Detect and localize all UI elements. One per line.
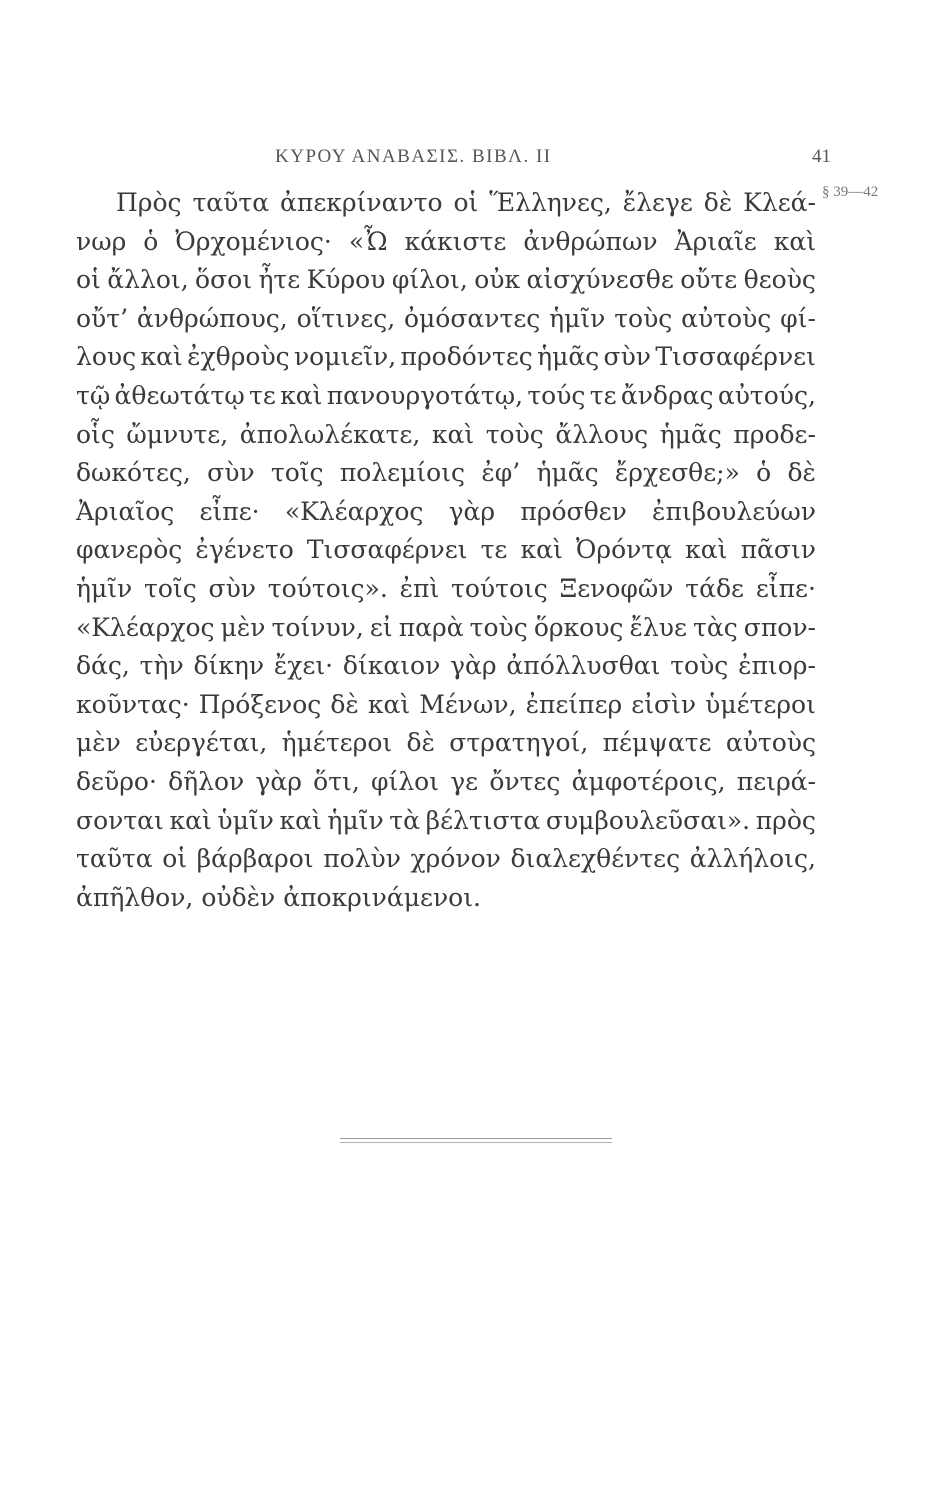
- word: ἀνθρώπων: [523, 226, 658, 256]
- text-line: [76, 184, 816, 223]
- word: ἀνθρώπους,: [136, 303, 288, 333]
- word: μὲν: [76, 728, 121, 758]
- word: ἀλλήλοις,: [689, 844, 816, 874]
- word: νωρ: [76, 226, 127, 256]
- word: Πρόξενος: [198, 689, 322, 719]
- section-margin-note: § 39—42: [822, 184, 879, 200]
- word: βέλτιστα: [425, 805, 541, 835]
- word: φίλοι,: [391, 265, 468, 295]
- word: οὔτε: [680, 265, 738, 295]
- word: μὲν: [220, 612, 266, 642]
- word: τούς: [527, 380, 586, 410]
- word: ἐπείπερ: [525, 689, 623, 719]
- word: δίκην: [193, 651, 265, 681]
- word: ὑμέτεροι: [705, 689, 816, 719]
- word: ἡμῖν: [549, 303, 606, 333]
- word: καὶ: [773, 226, 816, 256]
- word: εὐεργέται,: [135, 728, 268, 758]
- word: πολεμίοις: [339, 458, 466, 488]
- word: «Ὦ: [348, 226, 388, 256]
- text-line: [76, 493, 816, 532]
- text-line: [76, 223, 816, 262]
- text-line: ἀπῆλθον, οὐδὲν ἀποκρινάμενοι.: [76, 882, 481, 912]
- word: καὶ: [520, 535, 563, 565]
- word: οὐκ: [474, 265, 521, 295]
- word: ἐπὶ: [399, 573, 440, 603]
- word: αὐτούς,: [717, 380, 816, 410]
- text-line: [76, 763, 816, 802]
- word: ἀμφοτέροις,: [571, 766, 726, 796]
- word: αὐτοὺς: [725, 728, 816, 758]
- word: τε: [480, 535, 508, 565]
- word: Τισσαφέρνει: [655, 342, 816, 372]
- text-line: [76, 609, 816, 648]
- word: τὰς: [692, 612, 738, 642]
- word: τὰ: [389, 805, 420, 835]
- word: ἡμῖν: [327, 805, 384, 835]
- text-line: [76, 338, 816, 377]
- word: δῆλον: [168, 766, 245, 796]
- word: οὔτ’: [76, 303, 129, 333]
- text-line: [76, 724, 816, 763]
- word: σὺν: [207, 458, 255, 488]
- word: παρὰ: [398, 612, 464, 642]
- word: συμβουλεῦσαι».: [545, 805, 751, 835]
- word: βάρβαροι: [196, 844, 314, 874]
- word: τὴν: [139, 651, 184, 681]
- word: Ὀρχομένιος·: [175, 226, 332, 256]
- word: αἰσχύνεσθε: [526, 265, 674, 295]
- word: δεῦρο·: [76, 766, 157, 796]
- text-line: [76, 840, 816, 879]
- text-line: [76, 261, 816, 300]
- word: φί-: [780, 303, 816, 333]
- word: δίκαιον: [342, 651, 441, 681]
- word: δάς,: [76, 651, 130, 681]
- footer-rule: [340, 1138, 612, 1139]
- word: καὶ: [431, 419, 475, 449]
- word: ἀθεωτάτῳ: [114, 380, 245, 410]
- word: σὺν: [603, 342, 652, 372]
- text-line: [76, 647, 816, 686]
- word: τοὺς: [614, 303, 673, 333]
- text-line: [76, 686, 816, 725]
- page-number: 41: [812, 146, 831, 167]
- word: προδόντες: [400, 342, 533, 372]
- word: ἐπιορ-: [738, 651, 816, 681]
- word: πρὸς: [755, 805, 816, 835]
- word: ἔχει·: [273, 651, 334, 681]
- word: ἡμῖν: [76, 573, 133, 603]
- word: εἰ: [369, 612, 393, 642]
- word: ἄνδρας: [620, 380, 714, 410]
- word: ὤμνυτε,: [126, 419, 229, 449]
- word: δὲ: [330, 689, 359, 719]
- text-line: [76, 570, 816, 609]
- word: δὲ: [703, 188, 733, 217]
- word: κάκιστε: [404, 226, 507, 256]
- word: αὐτοὺς: [681, 303, 772, 333]
- word: ἡμέτεροι: [281, 728, 393, 758]
- word: σπον-: [743, 612, 816, 642]
- word: Πρὸς: [116, 188, 182, 217]
- word: εἶπε·: [755, 573, 816, 603]
- word: γε: [450, 766, 479, 796]
- word: Τισσαφέρνει: [306, 535, 468, 565]
- word: ταῦτα: [192, 188, 270, 217]
- word: ὑμῖν: [217, 805, 274, 835]
- word: ἡμᾶς: [537, 342, 600, 372]
- word: καὶ: [280, 380, 323, 410]
- text-line: [76, 454, 816, 493]
- word: οἷς: [76, 419, 115, 449]
- word: Κλεά-: [743, 188, 816, 217]
- word: τε: [249, 380, 276, 410]
- word: νομιεῖν,: [293, 342, 397, 372]
- word: τούτοις: [451, 573, 548, 603]
- word: ὁ: [143, 226, 159, 256]
- word: ἡμᾶς: [659, 419, 722, 449]
- word: ἐπιβουλεύων: [652, 496, 816, 526]
- word: ἔρχεσθε;»: [614, 458, 740, 488]
- word: Ἕλληνες,: [489, 188, 612, 217]
- word: εἰσὶν: [631, 689, 697, 719]
- word: ἄλλους: [555, 419, 649, 449]
- word: τοὺς: [670, 651, 729, 681]
- word: καὶ: [279, 805, 322, 835]
- word: ὅσοι: [195, 265, 253, 295]
- word: γὰρ: [450, 651, 497, 681]
- word: οἵτινες,: [296, 303, 396, 333]
- text-line: [76, 416, 816, 455]
- word: ἀπεκρίναντο: [280, 188, 443, 217]
- word: τῷ: [76, 380, 111, 410]
- word: θεοὺς: [743, 265, 816, 295]
- word: πανουργοτάτῳ,: [326, 380, 524, 410]
- word: πέμψατε: [602, 728, 712, 758]
- text-line: [76, 531, 816, 570]
- word: Ἀριαῖος: [76, 496, 175, 526]
- word: ὄντες: [489, 766, 561, 796]
- word: ἐφ’: [481, 458, 521, 488]
- word: καὶ: [169, 805, 212, 835]
- word: «Κλέαρχος: [284, 496, 424, 526]
- paragraph: [76, 184, 816, 917]
- word: σὺν: [208, 573, 256, 603]
- word: φανερὸς: [76, 535, 183, 565]
- word: ταῦτα: [76, 844, 153, 874]
- word: πρόσθεν: [520, 496, 627, 526]
- word: πειρά-: [736, 766, 816, 796]
- word: τοὺς: [485, 419, 544, 449]
- word: δὲ: [787, 458, 816, 488]
- word: τε: [589, 380, 617, 410]
- word: τάδε: [685, 573, 745, 603]
- word: γὰρ: [448, 496, 496, 526]
- word: Ὀρόντᾳ: [575, 535, 673, 565]
- word: «Κλέαρχος: [76, 612, 215, 642]
- word: ἄλλοι,: [107, 265, 189, 295]
- word: Ἀριαῖε: [674, 226, 757, 256]
- text-line: [76, 377, 816, 416]
- word: καὶ: [685, 535, 728, 565]
- word: ἡμᾶς: [536, 458, 599, 488]
- word: φίλοι: [371, 766, 440, 796]
- word: ὁ: [756, 458, 772, 488]
- word: ἐχθροὺς: [187, 342, 290, 372]
- word: τοῖς: [144, 573, 197, 603]
- word: τοὺς: [469, 612, 528, 642]
- word: Κύρου: [306, 265, 386, 295]
- word: καὶ: [367, 689, 411, 719]
- word: τούτοις».: [267, 573, 388, 603]
- word: εἶπε·: [199, 496, 260, 526]
- word: ἔλεγε: [622, 188, 693, 217]
- word: προδε-: [733, 419, 816, 449]
- word: οἱ: [453, 188, 479, 217]
- word: πολὺν: [323, 844, 401, 874]
- word: οἱ: [162, 844, 188, 874]
- word: ὀμόσαντες: [404, 303, 541, 333]
- word: δωκότες,: [76, 458, 191, 488]
- word: τοίνυν,: [271, 612, 364, 642]
- word: λους: [76, 342, 137, 372]
- word: δὲ: [406, 728, 435, 758]
- word: στρατηγοί,: [449, 728, 589, 758]
- word: πᾶσιν: [740, 535, 816, 565]
- word: ἀπόλλυσθαι: [506, 651, 661, 681]
- word: οἱ: [76, 265, 101, 295]
- word: χρόνον: [410, 844, 501, 874]
- word: ὅτι,: [313, 766, 360, 796]
- word: ἦτε: [258, 265, 301, 295]
- running-head: ΚΥΡΟΥ ΑΝΑΒΑΣΙΣ. ΒΙΒΛ. ΙΙ: [275, 146, 552, 167]
- word: ἀπολωλέκατε,: [239, 419, 421, 449]
- word: Μένων,: [419, 689, 517, 719]
- word: ἔλυε: [629, 612, 687, 642]
- text-line: [76, 300, 816, 339]
- word: διαλεχθέντες: [510, 844, 681, 874]
- word: σονται: [76, 805, 164, 835]
- word: γὰρ: [255, 766, 302, 796]
- text-line: [76, 802, 816, 841]
- word: ἐγένετο: [195, 535, 294, 565]
- word: Ξενοφῶν: [559, 573, 674, 603]
- word: ὅρκους: [533, 612, 624, 642]
- word: κοῦντας·: [76, 689, 190, 719]
- word: τοῖς: [270, 458, 324, 488]
- word: καὶ: [140, 342, 183, 372]
